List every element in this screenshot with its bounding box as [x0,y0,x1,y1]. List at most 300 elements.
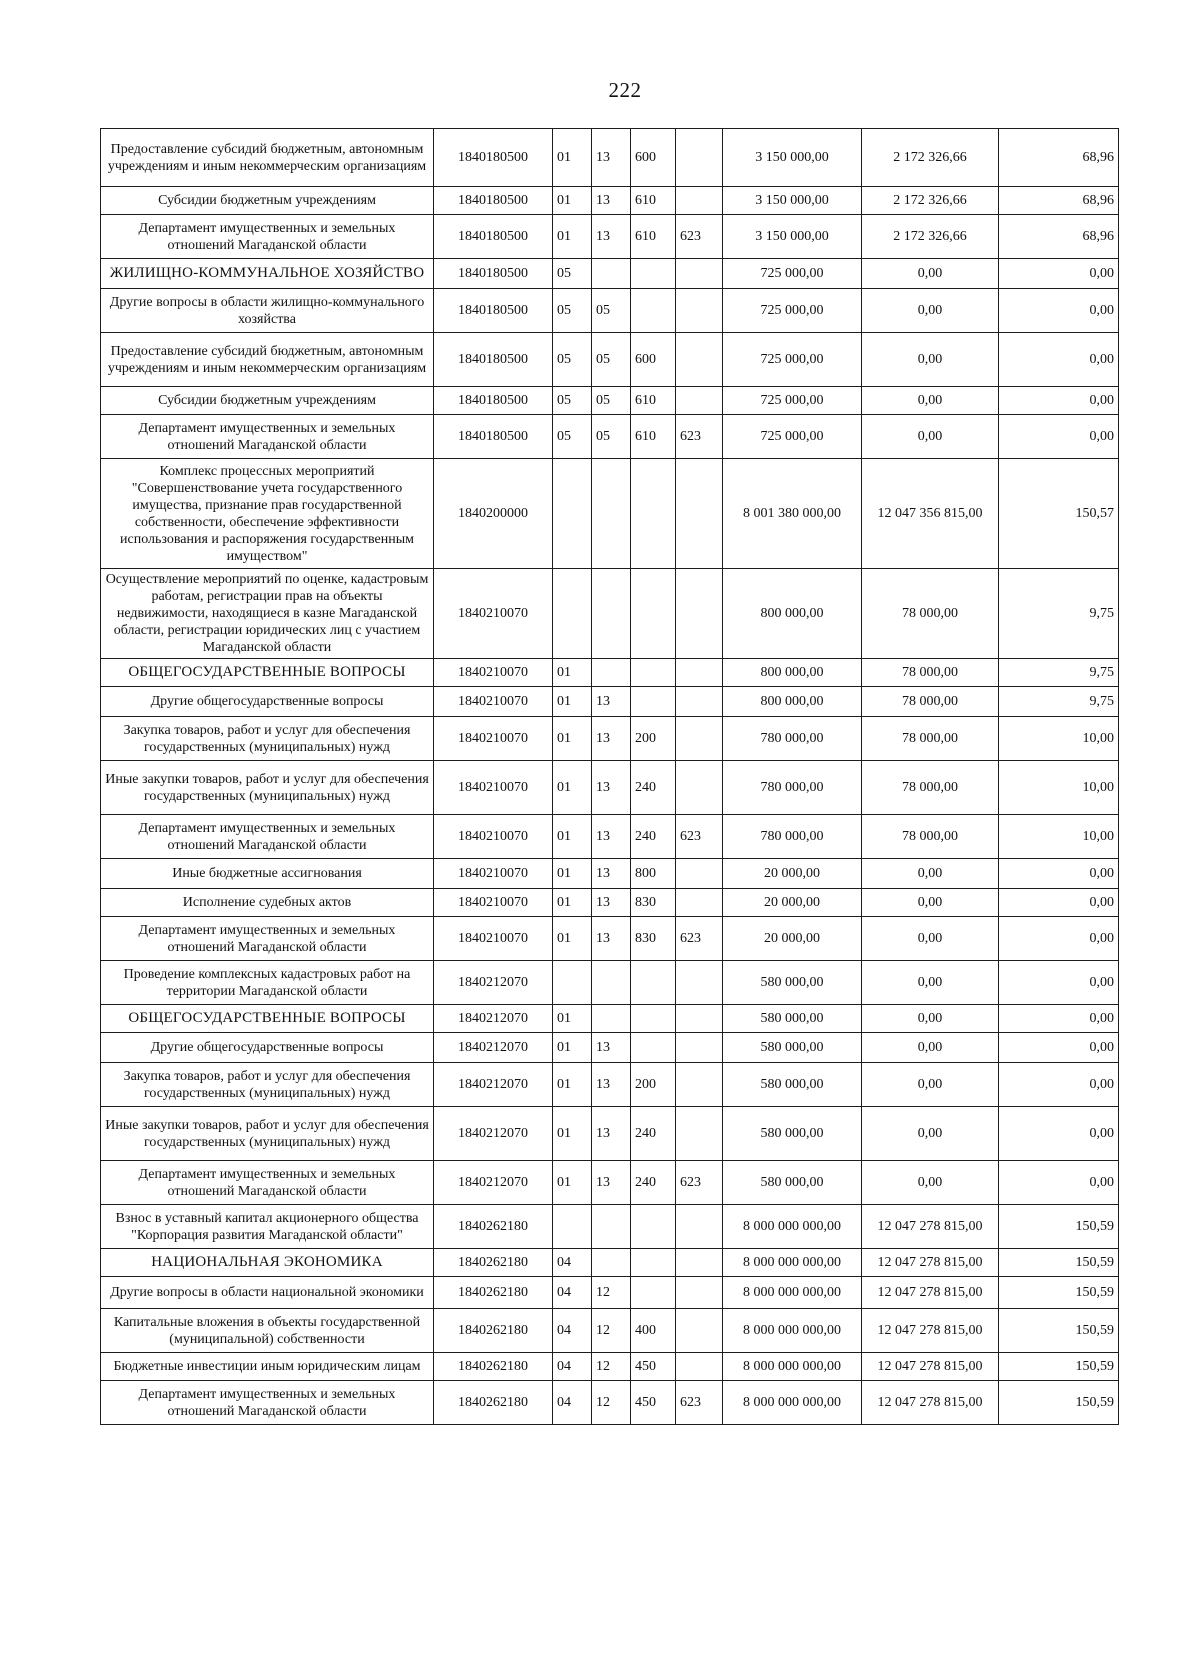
cell-csr: 1840212070 [434,1161,553,1205]
cell-pr [592,259,631,289]
cell-fact: 12 047 278 815,00 [862,1353,999,1381]
table-row [101,659,1119,687]
cell-pct: 150,59 [999,1309,1119,1353]
table-row [101,415,1119,459]
cell-plan: 8 000 000 000,00 [723,1381,862,1425]
cell-rz: 01 [553,1107,592,1161]
cell-pr: 05 [592,333,631,387]
cell-name: Департамент имущественных и земельных отношений Магаданской области [101,917,434,961]
cell-pct: 10,00 [999,761,1119,815]
cell-vr: 600 [631,129,676,187]
cell-plan: 580 000,00 [723,1161,862,1205]
cell-fact: 12 047 278 815,00 [862,1205,999,1249]
cell-gr [676,129,723,187]
cell-pct: 0,00 [999,917,1119,961]
cell-rz: 05 [553,333,592,387]
cell-pr: 05 [592,289,631,333]
cell-gr: 623 [676,917,723,961]
cell-csr: 1840210070 [434,815,553,859]
cell-csr: 1840180500 [434,215,553,259]
cell-csr: 1840210070 [434,917,553,961]
cell-rz: 01 [553,815,592,859]
cell-fact: 12 047 278 815,00 [862,1381,999,1425]
cell-plan: 800 000,00 [723,659,862,687]
cell-vr: 450 [631,1381,676,1425]
cell-pct: 150,59 [999,1381,1119,1425]
cell-plan: 580 000,00 [723,961,862,1005]
table-row [101,387,1119,415]
cell-pr: 13 [592,1033,631,1063]
cell-rz: 01 [553,717,592,761]
table-row [101,859,1119,889]
cell-plan: 780 000,00 [723,815,862,859]
cell-rz [553,459,592,569]
cell-csr: 1840262180 [434,1205,553,1249]
cell-csr: 1840262180 [434,1381,553,1425]
cell-pr: 13 [592,1063,631,1107]
cell-pct: 0,00 [999,259,1119,289]
cell-fact: 0,00 [862,917,999,961]
cell-fact: 78 000,00 [862,761,999,815]
table-row [101,1063,1119,1107]
cell-gr [676,761,723,815]
cell-plan: 8 001 380 000,00 [723,459,862,569]
cell-fact: 12 047 278 815,00 [862,1277,999,1309]
cell-fact: 0,00 [862,1005,999,1033]
cell-name: Проведение комплексных кадастровых работ на территории Магаданской области [101,961,434,1005]
cell-pct: 68,96 [999,187,1119,215]
cell-plan: 580 000,00 [723,1005,862,1033]
cell-gr [676,289,723,333]
cell-pr: 13 [592,717,631,761]
cell-rz: 01 [553,889,592,917]
cell-vr: 200 [631,717,676,761]
cell-fact: 0,00 [862,1161,999,1205]
cell-rz: 04 [553,1353,592,1381]
table-row [101,1277,1119,1309]
cell-gr [676,717,723,761]
table-row [101,1033,1119,1063]
cell-gr [676,961,723,1005]
cell-pct: 0,00 [999,1107,1119,1161]
cell-csr: 1840210070 [434,569,553,659]
cell-gr [676,1309,723,1353]
cell-name: Субсидии бюджетным учреждениям [101,387,434,415]
cell-plan: 725 000,00 [723,259,862,289]
cell-vr: 800 [631,859,676,889]
cell-rz: 01 [553,761,592,815]
cell-pr: 13 [592,187,631,215]
cell-name: Капитальные вложения в объекты государственной (муниципальной) собственности [101,1309,434,1353]
cell-pct: 10,00 [999,717,1119,761]
cell-plan: 3 150 000,00 [723,215,862,259]
cell-vr: 400 [631,1309,676,1353]
cell-gr [676,333,723,387]
cell-plan: 725 000,00 [723,387,862,415]
cell-plan: 725 000,00 [723,415,862,459]
cell-name: Другие общегосударственные вопросы [101,687,434,717]
cell-rz [553,1205,592,1249]
cell-vr: 830 [631,917,676,961]
cell-gr [676,1277,723,1309]
cell-csr: 1840210070 [434,659,553,687]
cell-plan: 8 000 000 000,00 [723,1353,862,1381]
cell-csr: 1840180500 [434,129,553,187]
cell-plan: 580 000,00 [723,1107,862,1161]
cell-name: Иные бюджетные ассигнования [101,859,434,889]
cell-vr: 610 [631,215,676,259]
cell-name: Исполнение судебных актов [101,889,434,917]
cell-pct: 150,59 [999,1277,1119,1309]
cell-fact: 78 000,00 [862,687,999,717]
cell-pr [592,1205,631,1249]
cell-csr: 1840210070 [434,859,553,889]
cell-csr: 1840180500 [434,187,553,215]
cell-vr [631,1033,676,1063]
table-row [101,889,1119,917]
cell-csr: 1840212070 [434,1033,553,1063]
cell-pr: 12 [592,1309,631,1353]
cell-gr [676,569,723,659]
cell-plan: 3 150 000,00 [723,129,862,187]
cell-name: Другие вопросы в области национальной экономики [101,1277,434,1309]
cell-name: Субсидии бюджетным учреждениям [101,187,434,215]
cell-pr: 12 [592,1381,631,1425]
cell-plan: 20 000,00 [723,917,862,961]
cell-gr [676,889,723,917]
cell-csr: 1840262180 [434,1353,553,1381]
cell-plan: 800 000,00 [723,687,862,717]
table-row [101,129,1119,187]
cell-rz: 04 [553,1277,592,1309]
table-row [101,1107,1119,1161]
cell-pr [592,961,631,1005]
cell-rz [553,569,592,659]
table-row [101,1249,1119,1277]
cell-vr: 240 [631,1161,676,1205]
cell-name: Иные закупки товаров, работ и услуг для обеспечения государственных (муниципальных) нужд [101,761,434,815]
cell-name: ОБЩЕГОСУДАРСТВЕННЫЕ ВОПРОСЫ [101,659,434,687]
cell-csr: 1840212070 [434,1063,553,1107]
cell-plan: 20 000,00 [723,859,862,889]
cell-vr [631,1277,676,1309]
cell-name: ОБЩЕГОСУДАРСТВЕННЫЕ ВОПРОСЫ [101,1005,434,1033]
cell-fact: 0,00 [862,415,999,459]
cell-plan: 3 150 000,00 [723,187,862,215]
cell-fact: 0,00 [862,961,999,1005]
cell-pr [592,1249,631,1277]
cell-plan: 780 000,00 [723,761,862,815]
cell-rz [553,961,592,1005]
cell-rz: 01 [553,1033,592,1063]
cell-gr [676,1205,723,1249]
cell-csr: 1840262180 [434,1277,553,1309]
cell-pct: 68,96 [999,129,1119,187]
cell-pct: 0,00 [999,961,1119,1005]
cell-pct: 150,57 [999,459,1119,569]
cell-rz: 05 [553,259,592,289]
cell-vr: 240 [631,1107,676,1161]
cell-plan: 8 000 000 000,00 [723,1249,862,1277]
cell-name: Департамент имущественных и земельных отношений Магаданской области [101,215,434,259]
cell-name: Департамент имущественных и земельных отношений Магаданской области [101,415,434,459]
cell-gr [676,859,723,889]
table-row [101,333,1119,387]
cell-fact: 0,00 [862,387,999,415]
cell-vr [631,659,676,687]
cell-rz: 01 [553,1063,592,1107]
cell-name: Другие вопросы в области жилищно-коммунального хозяйства [101,289,434,333]
cell-pct: 68,96 [999,215,1119,259]
cell-pr: 13 [592,889,631,917]
cell-pr: 13 [592,859,631,889]
cell-pct: 9,75 [999,569,1119,659]
table-row [101,459,1119,569]
cell-name: Департамент имущественных и земельных отношений Магаданской области [101,1381,434,1425]
cell-fact: 0,00 [862,1033,999,1063]
budget-table [100,128,1119,1425]
cell-csr: 1840210070 [434,889,553,917]
table-row [101,815,1119,859]
cell-fact: 0,00 [862,889,999,917]
cell-pct: 0,00 [999,1063,1119,1107]
cell-name: ЖИЛИЩНО-КОММУНАЛЬНОЕ ХОЗЯЙСТВО [101,259,434,289]
cell-vr: 610 [631,387,676,415]
cell-gr [676,1005,723,1033]
cell-name: Бюджетные инвестиции иным юридическим лицам [101,1353,434,1381]
cell-gr: 623 [676,815,723,859]
table-row [101,687,1119,717]
cell-csr: 1840210070 [434,761,553,815]
cell-vr: 830 [631,889,676,917]
table-row [101,961,1119,1005]
cell-vr [631,687,676,717]
cell-csr: 1840180500 [434,333,553,387]
cell-pct: 0,00 [999,415,1119,459]
cell-rz: 05 [553,289,592,333]
cell-pct: 9,75 [999,659,1119,687]
cell-plan: 8 000 000 000,00 [723,1309,862,1353]
table-row [101,1161,1119,1205]
cell-rz: 01 [553,1161,592,1205]
cell-gr [676,259,723,289]
cell-plan: 20 000,00 [723,889,862,917]
cell-fact: 78 000,00 [862,717,999,761]
cell-rz: 01 [553,917,592,961]
cell-gr: 623 [676,1381,723,1425]
cell-pct: 0,00 [999,1005,1119,1033]
cell-fact: 12 047 278 815,00 [862,1249,999,1277]
table-row [101,717,1119,761]
cell-plan: 780 000,00 [723,717,862,761]
cell-pct: 0,00 [999,1033,1119,1063]
cell-csr: 1840210070 [434,717,553,761]
cell-pr: 05 [592,387,631,415]
table-row [101,187,1119,215]
cell-gr [676,687,723,717]
cell-rz: 04 [553,1381,592,1425]
cell-gr [676,659,723,687]
cell-plan: 800 000,00 [723,569,862,659]
cell-gr [676,1063,723,1107]
cell-csr: 1840180500 [434,387,553,415]
table-row [101,1353,1119,1381]
cell-vr [631,459,676,569]
cell-pr: 13 [592,1107,631,1161]
table-row [101,761,1119,815]
cell-vr [631,1205,676,1249]
cell-fact: 0,00 [862,333,999,387]
cell-fact: 78 000,00 [862,815,999,859]
cell-fact: 0,00 [862,859,999,889]
cell-pct: 0,00 [999,387,1119,415]
cell-pr: 13 [592,129,631,187]
cell-pr: 13 [592,761,631,815]
page-number: 222 [608,78,642,102]
cell-pr: 13 [592,815,631,859]
cell-pct: 150,59 [999,1205,1119,1249]
cell-pct: 0,00 [999,289,1119,333]
cell-vr [631,1249,676,1277]
cell-gr [676,1249,723,1277]
table-row [101,569,1119,659]
cell-plan: 580 000,00 [723,1033,862,1063]
cell-rz: 04 [553,1309,592,1353]
cell-name: Комплекс процессных мероприятий "Совершенствование учета государственного имущества, признание прав государственной собственности, обеспечение эффективности использования и распоряжения государственным имуществом" [101,459,434,569]
cell-vr [631,259,676,289]
cell-pr [592,459,631,569]
cell-name: Осуществление мероприятий по оценке, кадастровым работам, регистрации прав на объекты недвижимости, находящиеся в казне Магаданской области, регистрации юридических лиц с участием Магаданской области [101,569,434,659]
cell-fact: 2 172 326,66 [862,187,999,215]
cell-plan: 580 000,00 [723,1063,862,1107]
cell-vr [631,569,676,659]
cell-name: Департамент имущественных и земельных отношений Магаданской области [101,1161,434,1205]
cell-csr: 1840180500 [434,259,553,289]
cell-fact: 0,00 [862,289,999,333]
table-row [101,259,1119,289]
cell-vr: 610 [631,187,676,215]
cell-csr: 1840212070 [434,1107,553,1161]
cell-vr: 240 [631,815,676,859]
cell-vr [631,289,676,333]
table-row [101,1205,1119,1249]
cell-gr [676,387,723,415]
cell-fact: 78 000,00 [862,569,999,659]
cell-rz: 05 [553,415,592,459]
cell-vr: 450 [631,1353,676,1381]
cell-name: Предоставление субсидий бюджетным, автономным учреждениям и иным некоммерческим организациям [101,129,434,187]
cell-pr [592,1005,631,1033]
cell-gr: 623 [676,1161,723,1205]
cell-name: Иные закупки товаров, работ и услуг для обеспечения государственных (муниципальных) нужд [101,1107,434,1161]
cell-csr: 1840180500 [434,289,553,333]
cell-gr [676,1107,723,1161]
cell-fact: 12 047 278 815,00 [862,1309,999,1353]
cell-pct: 0,00 [999,859,1119,889]
cell-name: Другие общегосударственные вопросы [101,1033,434,1063]
cell-fact: 2 172 326,66 [862,129,999,187]
cell-pct: 9,75 [999,687,1119,717]
table-row [101,215,1119,259]
cell-rz: 01 [553,187,592,215]
cell-pct: 10,00 [999,815,1119,859]
cell-vr: 240 [631,761,676,815]
cell-rz: 05 [553,387,592,415]
cell-gr [676,459,723,569]
cell-pct: 0,00 [999,1161,1119,1205]
table-row [101,1005,1119,1033]
cell-pr: 12 [592,1353,631,1381]
cell-pr: 05 [592,415,631,459]
cell-csr: 1840180500 [434,415,553,459]
cell-fact: 0,00 [862,259,999,289]
cell-pr: 13 [592,1161,631,1205]
cell-csr: 1840262180 [434,1309,553,1353]
cell-pr: 12 [592,1277,631,1309]
cell-pr: 13 [592,917,631,961]
cell-pct: 150,59 [999,1353,1119,1381]
cell-vr [631,1005,676,1033]
cell-fact: 0,00 [862,1107,999,1161]
cell-gr: 623 [676,215,723,259]
cell-csr: 1840262180 [434,1249,553,1277]
table-row [101,1309,1119,1353]
cell-fact: 12 047 356 815,00 [862,459,999,569]
cell-fact: 78 000,00 [862,659,999,687]
cell-name: Предоставление субсидий бюджетным, автономным учреждениям и иным некоммерческим организациям [101,333,434,387]
cell-vr: 200 [631,1063,676,1107]
cell-rz: 01 [553,1005,592,1033]
cell-rz: 01 [553,129,592,187]
cell-vr: 610 [631,415,676,459]
cell-pr: 13 [592,687,631,717]
cell-csr: 1840212070 [434,1005,553,1033]
cell-plan: 725 000,00 [723,333,862,387]
cell-rz: 01 [553,215,592,259]
cell-csr: 1840212070 [434,961,553,1005]
cell-csr: 1840210070 [434,687,553,717]
cell-name: Департамент имущественных и земельных отношений Магаданской области [101,815,434,859]
cell-csr: 1840200000 [434,459,553,569]
cell-vr: 600 [631,333,676,387]
cell-gr [676,1353,723,1381]
cell-gr [676,187,723,215]
table-row [101,289,1119,333]
cell-pr: 13 [592,215,631,259]
cell-plan: 725 000,00 [723,289,862,333]
cell-pr [592,569,631,659]
cell-plan: 8 000 000 000,00 [723,1277,862,1309]
table-row [101,917,1119,961]
cell-fact: 2 172 326,66 [862,215,999,259]
cell-gr: 623 [676,415,723,459]
cell-rz: 01 [553,687,592,717]
cell-pct: 150,59 [999,1249,1119,1277]
cell-rz: 01 [553,659,592,687]
cell-fact: 0,00 [862,1063,999,1107]
cell-vr [631,961,676,1005]
cell-pct: 0,00 [999,333,1119,387]
cell-name: НАЦИОНАЛЬНАЯ ЭКОНОМИКА [101,1249,434,1277]
cell-pr [592,659,631,687]
cell-gr [676,1033,723,1063]
cell-name: Закупка товаров, работ и услуг для обеспечения государственных (муниципальных) нужд [101,1063,434,1107]
cell-pct: 0,00 [999,889,1119,917]
table-row [101,1381,1119,1425]
cell-rz: 04 [553,1249,592,1277]
cell-rz: 01 [553,859,592,889]
cell-name: Взнос в уставный капитал акционерного общества "Корпорация развития Магаданской области" [101,1205,434,1249]
